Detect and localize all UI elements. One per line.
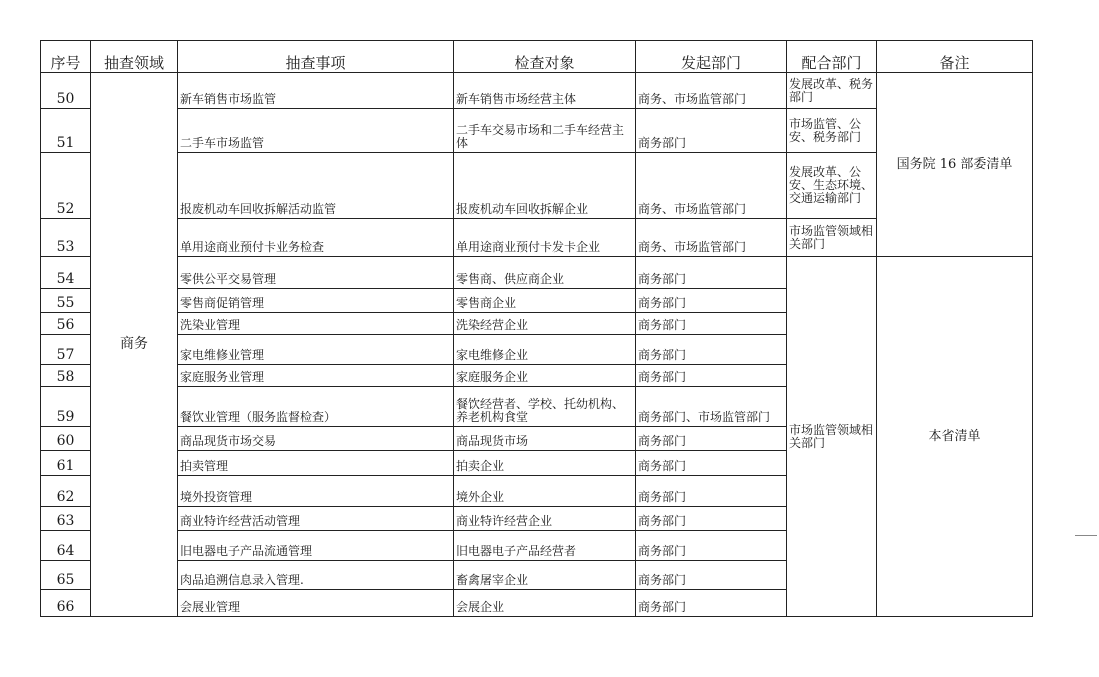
remark-cell: 本省清单 [877,257,1033,617]
row-item: 肉品追溯信息录入管理. [178,561,454,590]
row-dept: 商务部门 [636,561,787,590]
row-target: 家电维修企业 [454,335,636,365]
row-no: 51 [41,109,91,153]
row-no: 61 [41,451,91,476]
row-dept: 商务部门 [636,109,787,153]
row-no: 54 [41,257,91,289]
row-no: 58 [41,365,91,387]
header-target: 检查对象 [454,41,636,73]
row-dept: 商务部门 [636,451,787,476]
header-item: 抽查事项 [178,41,454,73]
row-target: 旧电器电子产品经营者 [454,531,636,561]
header-initiating-dept: 发起部门 [636,41,787,73]
header-remarks: 备注 [877,41,1033,73]
row-target: 单用途商业预付卡发卡企业 [454,219,636,257]
row-item: 会展业管理 [178,590,454,617]
row-item: 单用途商业预付卡业务检查 [178,219,454,257]
row-no: 62 [41,476,91,507]
coop-cell: 发展改革、税务部门 [787,73,877,109]
row-target: 二手车交易市场和二手车经营主体 [454,109,636,153]
row-dept: 商务部门 [636,365,787,387]
row-no: 66 [41,590,91,617]
row-item: 报废机动车回收拆解活动监管 [178,153,454,219]
row-dept: 商务部门 [636,313,787,335]
row-dept: 商务部门 [636,427,787,451]
row-dept: 商务部门 [636,507,787,531]
inspection-table [40,40,1033,617]
coop-cell: 市场监管领域相关部门 [787,257,877,617]
row-item: 二手车市场监管 [178,109,454,153]
row-target: 零售商、供应商企业 [454,257,636,289]
header-domain: 抽查领域 [91,41,178,73]
row-target: 拍卖企业 [454,451,636,476]
row-item: 零供公平交易管理 [178,257,454,289]
row-item: 商业特许经营活动管理 [178,507,454,531]
row-target: 报废机动车回收拆解企业 [454,153,636,219]
header-no: 序号 [41,41,91,73]
domain-cell: 商务 [91,73,178,617]
row-target: 商品现货市场 [454,427,636,451]
row-target: 畜禽屠宰企业 [454,561,636,590]
row-no: 53 [41,219,91,257]
header-cooperating-dept: 配合部门 [787,41,877,73]
row-dept: 商务、市场监管部门 [636,219,787,257]
row-dept: 商务部门、市场监管部门 [636,387,787,427]
row-target: 境外企业 [454,476,636,507]
row-item: 洗染业管理 [178,313,454,335]
row-dept: 商务部门 [636,531,787,561]
row-no: 50 [41,73,91,109]
row-item: 餐饮业管理（服务监督检查） [178,387,454,427]
row-item: 旧电器电子产品流通管理 [178,531,454,561]
row-dept: 商务部门 [636,476,787,507]
row-dept: 商务部门 [636,590,787,617]
row-dept: 商务部门 [636,335,787,365]
row-target: 洗染经营企业 [454,313,636,335]
row-target: 商业特许经营企业 [454,507,636,531]
row-target: 餐饮经营者、学校、托幼机构、养老机构食堂 [454,387,636,427]
row-no: 52 [41,153,91,219]
coop-cell: 发展改革、公安、生态环境、交通运输部门 [787,153,877,219]
table-row [41,73,1033,109]
row-target: 新车销售市场经营主体 [454,73,636,109]
remark-cell: 国务院 16 部委清单 [877,73,1033,257]
row-item: 拍卖管理 [178,451,454,476]
row-item: 家电维修业管理 [178,335,454,365]
row-item: 新车销售市场监管 [178,73,454,109]
row-target: 零售商企业 [454,289,636,313]
row-item: 家庭服务业管理 [178,365,454,387]
row-no: 64 [41,531,91,561]
row-no: 59 [41,387,91,427]
row-no: 63 [41,507,91,531]
row-dept: 商务、市场监管部门 [636,153,787,219]
row-target: 家庭服务企业 [454,365,636,387]
row-no: 57 [41,335,91,365]
row-no: 56 [41,313,91,335]
coop-cell: 市场监管、公安、税务部门 [787,109,877,153]
margin-mark [1075,535,1097,536]
coop-cell: 市场监管领域相关部门 [787,219,877,257]
row-dept: 商务部门 [636,257,787,289]
row-target: 会展企业 [454,590,636,617]
row-no: 55 [41,289,91,313]
row-dept: 商务部门 [636,289,787,313]
row-item: 境外投资管理 [178,476,454,507]
row-item: 零售商促销管理 [178,289,454,313]
row-dept: 商务、市场监管部门 [636,73,787,109]
row-no: 60 [41,427,91,451]
row-no: 65 [41,561,91,590]
table-row [41,257,1033,289]
row-item: 商品现货市场交易 [178,427,454,451]
table-header-row [41,41,1033,73]
